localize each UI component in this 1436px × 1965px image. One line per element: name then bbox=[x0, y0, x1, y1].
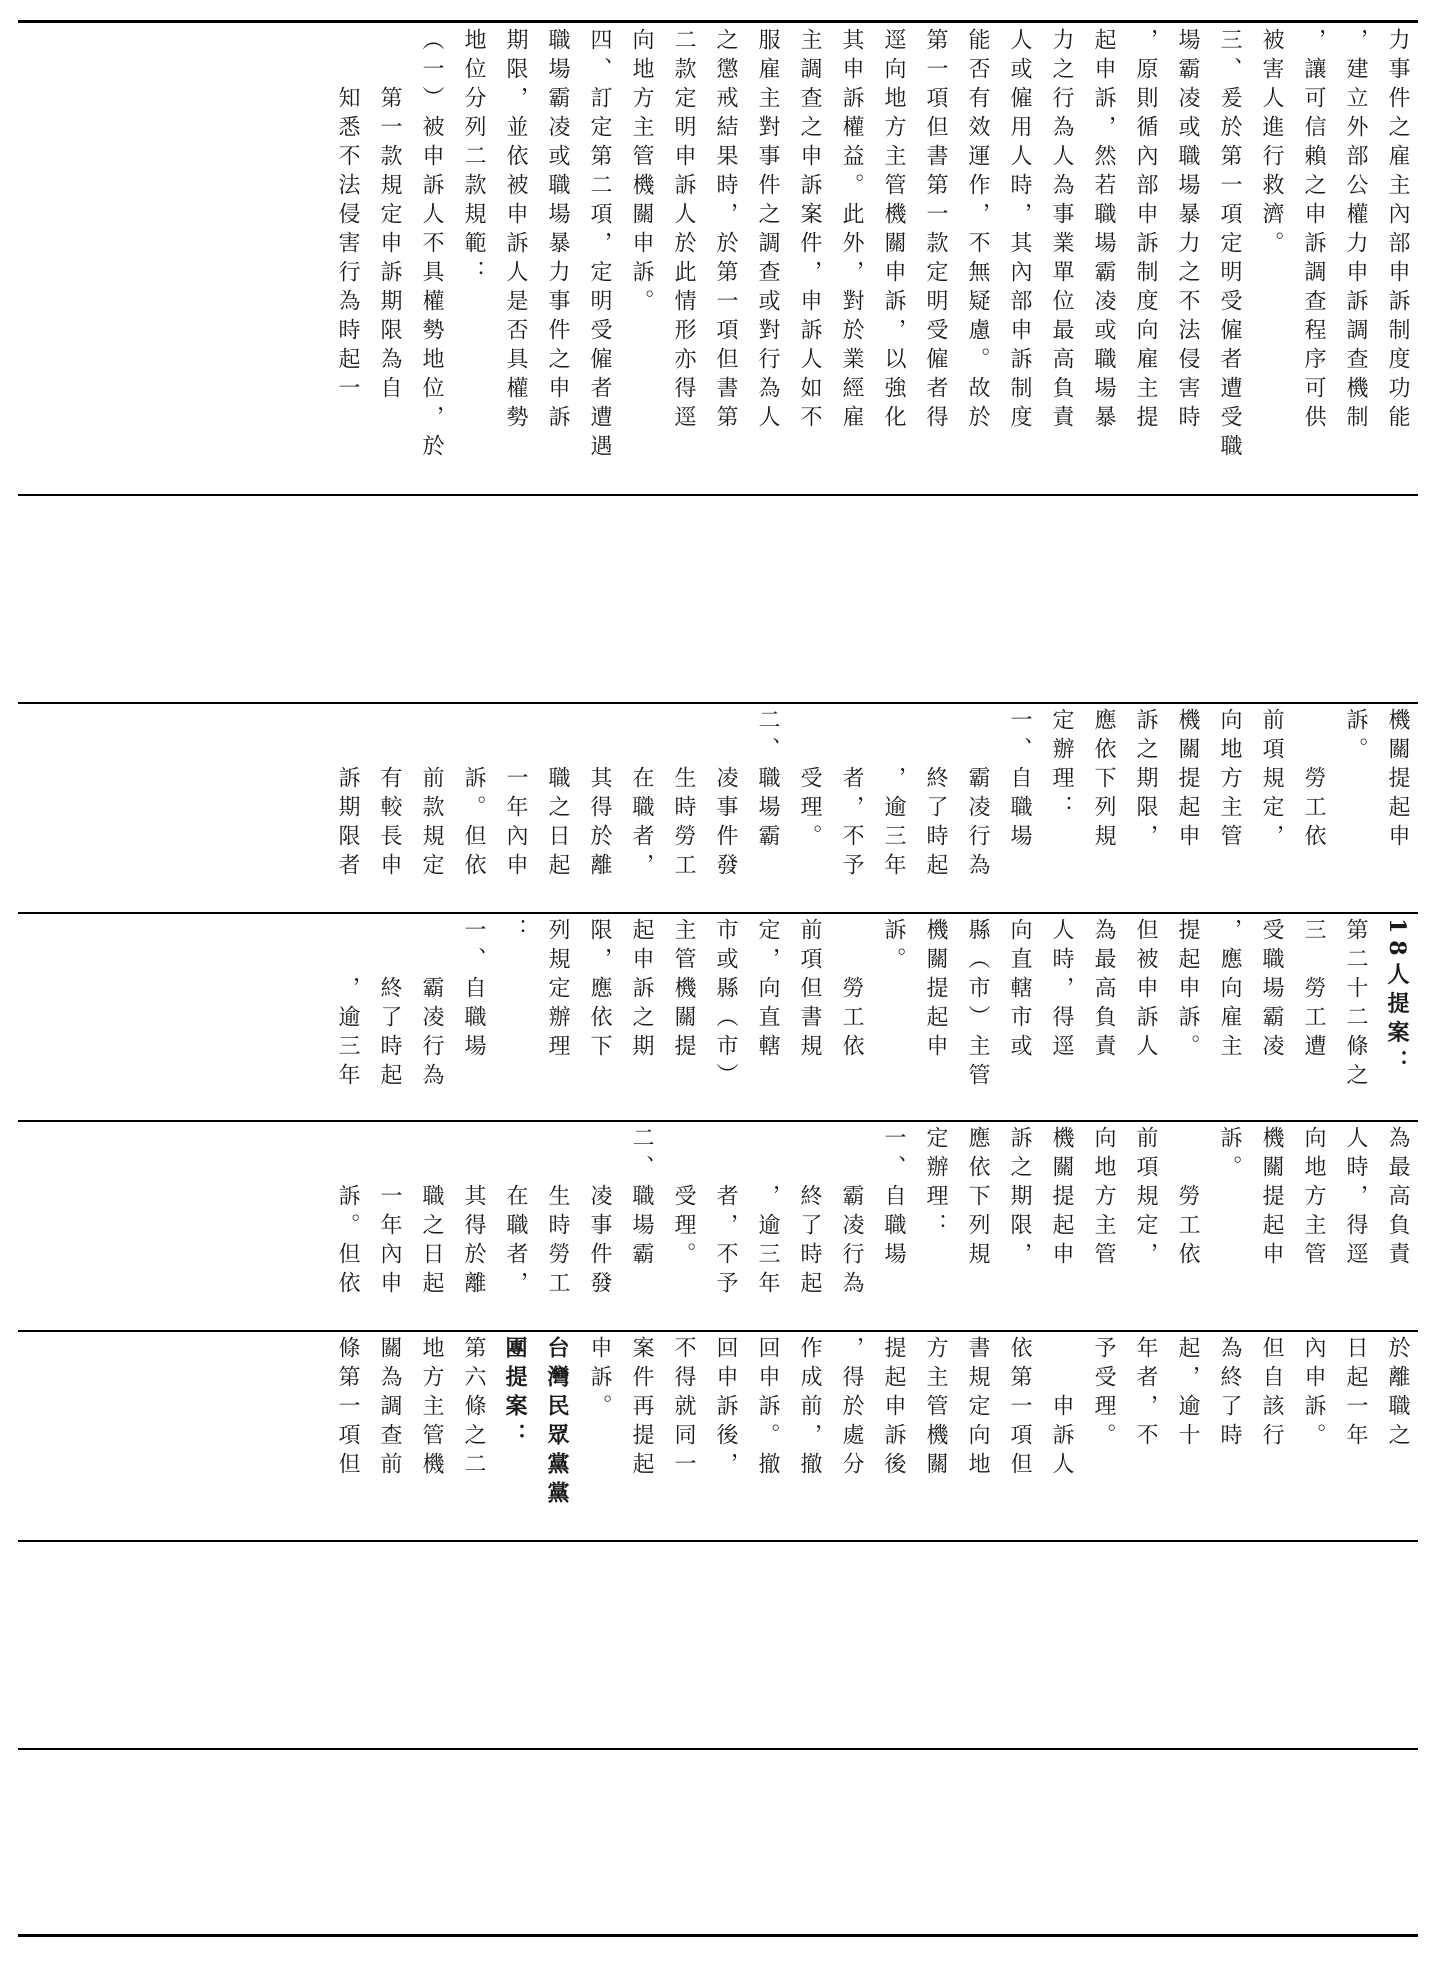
text-line: 年者，不 bbox=[1133, 1336, 1158, 1452]
text-line: 四、訂定第二項，定明受僱者遭遇 bbox=[587, 28, 612, 463]
text-line: 力之行為人為事業單位最高負責 bbox=[1049, 28, 1074, 434]
current-article-column bbox=[18, 1126, 1418, 1326]
text-line: 列規定辦理 bbox=[545, 918, 570, 1063]
text-line: 機關提起申 bbox=[1385, 708, 1410, 853]
text-line: 作成前，撤 bbox=[797, 1336, 822, 1481]
text-line: 不得就同一 bbox=[671, 1336, 696, 1481]
rule-section-6 bbox=[18, 1540, 1418, 1542]
text-line: 定辦理： bbox=[923, 1126, 948, 1242]
text-line: 為最高負責 bbox=[1091, 918, 1116, 1063]
text-line: 地位分列二款規範： bbox=[461, 28, 486, 289]
text-line: 勞工依 bbox=[839, 918, 864, 1063]
text-line: 前項但書規 bbox=[797, 918, 822, 1063]
text-line: 第一項但書第一款定明受僱者得 bbox=[923, 28, 948, 434]
text-line: 於離職之 bbox=[1385, 1336, 1410, 1452]
text-line: 定，向直轄 bbox=[755, 918, 780, 1063]
text-line: 前款規定 bbox=[419, 708, 444, 882]
text-line: 條第一項但 bbox=[335, 1336, 360, 1481]
text-line: 應依下列規 bbox=[965, 1126, 990, 1271]
text-line: 勞工依 bbox=[1175, 1126, 1200, 1271]
text-line: 終了時起 bbox=[797, 1126, 822, 1300]
text-line: 者，不予 bbox=[839, 708, 864, 882]
text-line: 機關提起申 bbox=[1259, 1126, 1284, 1271]
text-line: 起申訴，然若職場霸凌或職場暴 bbox=[1091, 28, 1116, 434]
rule-section-7 bbox=[18, 1748, 1418, 1750]
text-line: 被害人進行救濟。 bbox=[1259, 28, 1284, 260]
text-line: 三、爰於第一項定明受僱者遭受職 bbox=[1217, 28, 1242, 463]
text-line: 訴之期限， bbox=[1007, 1126, 1032, 1271]
text-line: 凌事件發 bbox=[587, 1126, 612, 1300]
text-line: 一年內申 bbox=[377, 1126, 402, 1300]
text-line: 向地方主管機關申訴。 bbox=[629, 28, 654, 318]
rule-bottom bbox=[18, 1934, 1418, 1937]
rule-section-1 bbox=[18, 494, 1418, 496]
text-line: 在職者， bbox=[629, 708, 654, 882]
text-line: 逕向地方主管機關申訴，以強化 bbox=[881, 28, 906, 434]
text-line: 定辦理： bbox=[1049, 708, 1074, 824]
text-line: 內申訴。 bbox=[1301, 1336, 1326, 1452]
text-line: 服雇主對事件之調查或對行為人 bbox=[755, 28, 780, 434]
text-line: 第二十二條之 bbox=[1343, 918, 1368, 1092]
text-line: 者，不予 bbox=[713, 1126, 738, 1300]
text-line: 依第一項但 bbox=[1007, 1336, 1032, 1481]
text-line: 訴。 bbox=[1343, 708, 1368, 766]
text-line: ，逾三年 bbox=[881, 708, 906, 882]
text-line: 職之日起 bbox=[545, 708, 570, 882]
text-line: 在職者， bbox=[503, 1126, 528, 1300]
text-line: 終了時起 bbox=[923, 708, 948, 882]
text-line: 霸凌行為 bbox=[839, 1126, 864, 1300]
text-line: 前項規定， bbox=[1133, 1126, 1158, 1271]
text-line: 訴。 bbox=[1217, 1126, 1242, 1184]
text-line: 受理。 bbox=[671, 1126, 696, 1271]
text-line: 第一款規定申訴期限為自 bbox=[377, 28, 402, 405]
text-line: 為終了時 bbox=[1217, 1336, 1242, 1452]
text-line: 力事件之雇主內部申訴制度功能 bbox=[1385, 28, 1410, 434]
text-line: 但自該行 bbox=[1259, 1336, 1284, 1452]
text-line: 市或縣（市） bbox=[713, 918, 738, 1092]
text-line: 一、自職場 bbox=[881, 1126, 906, 1271]
text-line: 第六條之二 bbox=[461, 1336, 486, 1481]
text-line: ，建立外部公權力申訴調查機制 bbox=[1343, 28, 1368, 434]
text-line: 受職場霸凌 bbox=[1259, 918, 1284, 1063]
text-line: 申訴人 bbox=[1049, 1336, 1074, 1481]
text-line: 予受理。 bbox=[1091, 1336, 1116, 1452]
text-line: 場霸凌或職場暴力之不法侵害時 bbox=[1175, 28, 1200, 434]
text-line: 一、自職場 bbox=[1007, 708, 1032, 853]
rule-section-2 bbox=[18, 702, 1418, 704]
text-line: 二、職場霸 bbox=[629, 1126, 654, 1271]
text-line: 為最高負責 bbox=[1385, 1126, 1410, 1271]
text-line: 案件再提起 bbox=[629, 1336, 654, 1481]
text-line: 起申訴之期 bbox=[629, 918, 654, 1063]
text-line: 但被申訴人 bbox=[1133, 918, 1158, 1063]
text-line: 霸凌行為 bbox=[965, 708, 990, 882]
text-line: 限，應依下 bbox=[587, 918, 612, 1063]
text-line: ，應向雇主 bbox=[1217, 918, 1242, 1063]
text-line: 有較長申 bbox=[377, 708, 402, 882]
text-line: 機關提起申 bbox=[1049, 1126, 1074, 1271]
text-line: 申訴。 bbox=[587, 1336, 612, 1423]
draft-article-column bbox=[18, 708, 1418, 908]
text-line: 凌事件發 bbox=[713, 708, 738, 882]
text-line: ，逾三年 bbox=[335, 918, 360, 1092]
text-line: ： bbox=[503, 918, 528, 947]
text-line: 向直轄市或 bbox=[1007, 918, 1032, 1063]
text-line: 主調查之申訴案件，申訴人如不 bbox=[797, 28, 822, 434]
text-line: 人時，得逕 bbox=[1343, 1126, 1368, 1271]
text-line: 機關提起申 bbox=[1175, 708, 1200, 853]
text-line: 受理。 bbox=[797, 708, 822, 853]
text-line: 書規定向地 bbox=[965, 1336, 990, 1481]
rule-section-4 bbox=[18, 1120, 1418, 1122]
text-line: 知悉不法侵害行為時起一 bbox=[335, 28, 360, 405]
rule-section-5 bbox=[18, 1330, 1418, 1332]
rule-section-3 bbox=[18, 912, 1418, 914]
text-line: 其得於離 bbox=[461, 1126, 486, 1300]
text-line: 生時勞工 bbox=[545, 1126, 570, 1300]
text-line: 之懲戒結果時，於第一項但書第 bbox=[713, 28, 738, 434]
text-line: 一年內申 bbox=[503, 708, 528, 882]
text-line: ，讓可信賴之申訴調查程序可供 bbox=[1301, 28, 1326, 434]
text-line: 地方主管機 bbox=[419, 1336, 444, 1481]
section-heading: 18人提案： bbox=[1384, 918, 1410, 1079]
explanation-text-block bbox=[18, 28, 1418, 490]
text-line: 訴之期限， bbox=[1133, 708, 1158, 853]
text-line: 縣（市）主管 bbox=[965, 918, 990, 1092]
text-line: 前項規定， bbox=[1259, 708, 1284, 853]
text-line: ，逾三年 bbox=[755, 1126, 780, 1300]
text-line: 向地方主管 bbox=[1217, 708, 1242, 853]
rule-top bbox=[18, 20, 1418, 23]
text-line: 日起一年 bbox=[1343, 1336, 1368, 1452]
text-line: 主管機關提 bbox=[671, 918, 696, 1063]
text-line: 回申訴。撤 bbox=[755, 1336, 780, 1481]
party-proposal-heading: 台灣民眾黨黨 bbox=[544, 1336, 570, 1510]
party-proposal-heading: 團提案： bbox=[502, 1336, 528, 1452]
text-line: 勞工依 bbox=[1301, 708, 1326, 853]
text-line: （一）被申訴人不具權勢地位，於 bbox=[419, 28, 444, 463]
text-line: 二、職場霸 bbox=[755, 708, 780, 853]
text-line: ，原則循內部申訴制度向雇主提 bbox=[1133, 28, 1158, 434]
text-line: 關為調查前 bbox=[377, 1336, 402, 1481]
text-line: 人時，得逕 bbox=[1049, 918, 1074, 1063]
text-line: 機關提起申 bbox=[923, 918, 948, 1063]
text-line: 提起申訴後 bbox=[881, 1336, 906, 1481]
text-line: 起，逾十 bbox=[1175, 1336, 1200, 1452]
text-line: 人或僱用人時，其內部申訴制度 bbox=[1007, 28, 1032, 434]
text-line: 三 勞工遭 bbox=[1301, 918, 1326, 1063]
text-line: 期限，並依被申訴人是否具權勢 bbox=[503, 28, 528, 434]
text-line: 向地方主管 bbox=[1301, 1126, 1326, 1271]
text-line: 其申訴權益。此外，對於業經雇 bbox=[839, 28, 864, 434]
text-line: 方主管機關 bbox=[923, 1336, 948, 1481]
text-line: 其得於離 bbox=[587, 708, 612, 882]
tpp-proposal-column bbox=[18, 1336, 1418, 1536]
text-line: 終了時起 bbox=[377, 918, 402, 1092]
text-line: 應依下列規 bbox=[1091, 708, 1116, 853]
text-line: 回申訴後， bbox=[713, 1336, 738, 1481]
text-line: 職之日起 bbox=[419, 1126, 444, 1300]
text-line: 霸凌行為 bbox=[419, 918, 444, 1092]
text-line: 訴。 bbox=[881, 918, 906, 976]
text-line: 二款定明申訴人於此情形亦得逕 bbox=[671, 28, 696, 434]
text-line: 向地方主管 bbox=[1091, 1126, 1116, 1271]
text-line: 一、自職場 bbox=[461, 918, 486, 1063]
text-line: 提起申訴。 bbox=[1175, 918, 1200, 1063]
text-line: 訴期限者 bbox=[335, 708, 360, 882]
text-line: ，得於處分 bbox=[839, 1336, 864, 1481]
proposal-18-column bbox=[18, 918, 1418, 1116]
text-line: 職場霸凌或職場暴力事件之申訴 bbox=[545, 28, 570, 434]
text-line: 生時勞工 bbox=[671, 708, 696, 882]
text-line: 訴。但依 bbox=[335, 1126, 360, 1300]
text-line: 訴。但依 bbox=[461, 708, 486, 882]
text-line: 能否有效運作，不無疑慮。故於 bbox=[965, 28, 990, 434]
